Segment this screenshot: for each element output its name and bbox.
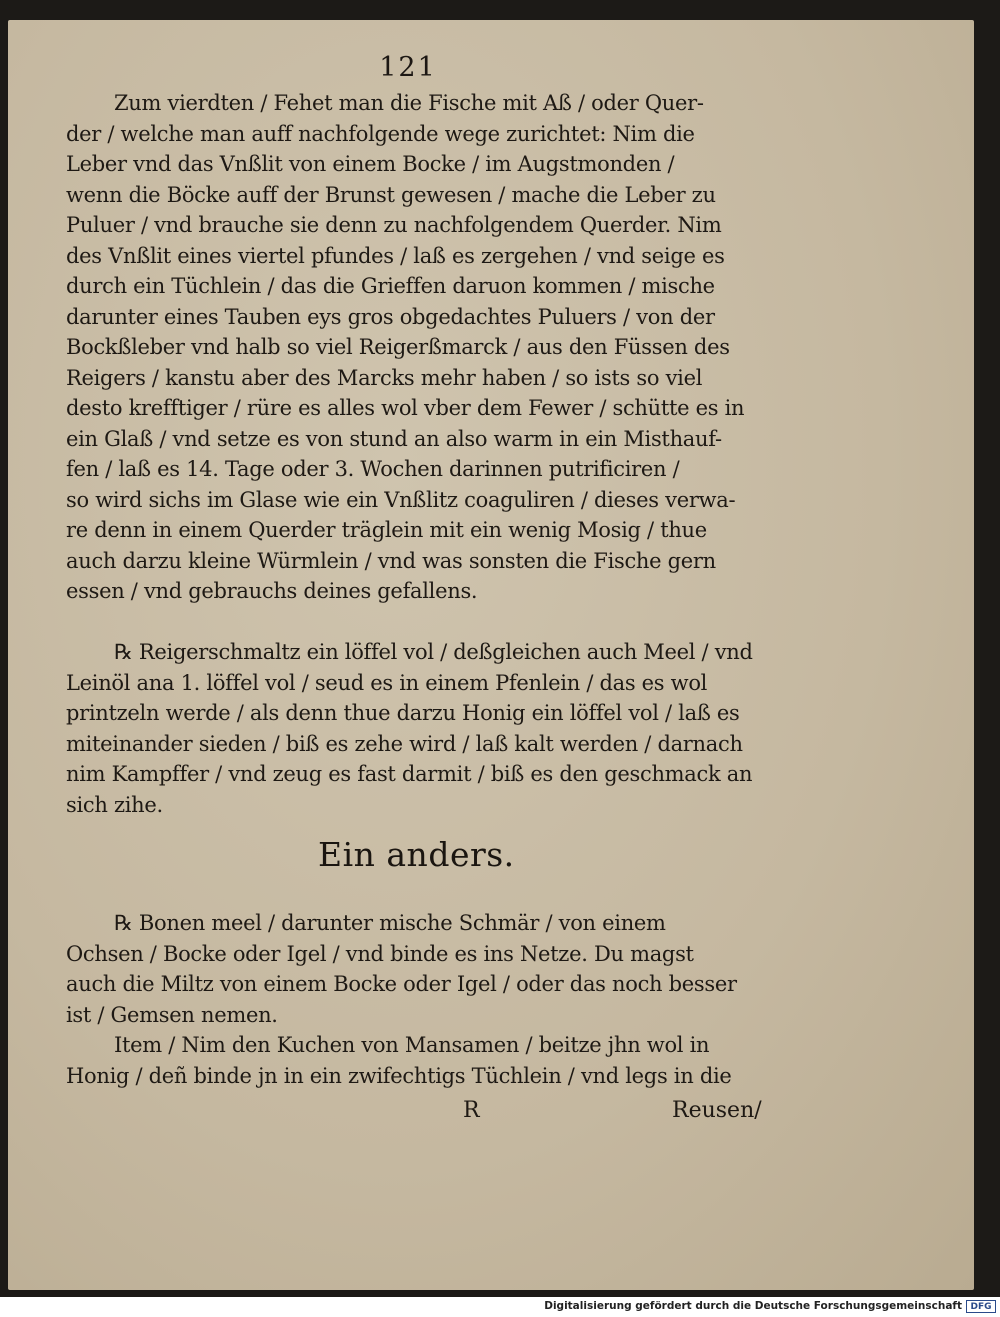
text-line: des Vnßlit eines viertel pfundes / laß es zergehen / vnd seige es: [66, 243, 725, 268]
text-line: auch darzu kleine Würmlein / vnd was sonsten die Fische gern: [66, 548, 716, 573]
text-line: printzeln werde / als denn thue darzu Honig ein löffel vol / laß es: [66, 701, 740, 725]
dfg-logo-icon[interactable]: DFG: [966, 1300, 996, 1313]
text-line: ein Glaß / vnd setze es von stund an also warm in ein Misthauf-: [66, 426, 722, 451]
text-line: Zum vierdten / Fehet man die Fische mit Aß / oder Quer-: [114, 91, 704, 115]
book-page: [8, 20, 974, 1290]
text-line: re denn in einem Querder träglein mit ein wenig Mosig / thue: [66, 518, 707, 542]
footer-credit: Digitalisierung gefördert durch die Deutsche Forschungsgemeinschaft: [544, 1300, 962, 1312]
text-line: sich zihe.: [66, 792, 163, 817]
catchword: Reusen/: [672, 1098, 762, 1123]
footer-bar: [0, 1297, 1000, 1317]
text-line: so wird sichs im Glase wie ein Vnßlitz coaguliren / dieses verwa-: [66, 487, 736, 512]
text-line: nim Kampffer / vnd zeug es fast darmit / biß es den geschmack an: [66, 762, 753, 786]
paragraph-2: [66, 637, 766, 820]
text-line: Puluer / vnd brauche sie denn zu nachfolgendem Querder. Nim: [66, 213, 722, 237]
text-line: wenn die Böcke auff der Brunst gewesen / mache die Leber zu: [66, 182, 716, 207]
text-line: Item / Nim den Kuchen von Mansamen / beitze jhn wol in: [114, 1033, 710, 1057]
text-line: fen / laß es 14. Tage oder 3. Wochen darinnen putrificiren /: [66, 457, 680, 481]
text-line: miteinander sieden / biß es zehe wird / laß kalt werden / darnach: [66, 731, 743, 756]
text-line: Bockßleber vnd halb so viel Reigerßmarck / aus den Füssen des: [66, 335, 730, 359]
text-line: darunter eines Tauben eys gros obgedachtes Puluers / von der: [66, 304, 715, 329]
text-line: durch ein Tüchlein / das die Grieffen daruon kommen / mische: [66, 274, 715, 298]
text-line: ℞ Reigerschmaltz ein löffel vol / deßgleichen auch Meel / vnd: [114, 640, 753, 664]
text-line: Ochsen / Bocke oder Igel / vnd binde es ins Netze. Du magst: [66, 941, 694, 966]
text-line: ℞ Bonen meel / darunter mische Schmär / von einem: [114, 911, 666, 935]
page-number: 121: [379, 52, 437, 83]
text-line: ist / Gemsen nemen.: [66, 1002, 278, 1027]
text-line: Reigers / kanstu aber des Marcks mehr haben / so ists so viel: [66, 365, 703, 390]
text-line: essen / vnd gebrauchs deines gefallens.: [66, 579, 478, 603]
text-line: der / welche man auff nachfolgende wege zurichtet: Nim die: [66, 121, 695, 146]
paragraph-3: [66, 908, 766, 1091]
text-line: Leber vnd das Vnßlit von einem Bocke / im Augstmonden /: [66, 152, 675, 176]
text-line: auch die Miltz von einem Bocke oder Igel / oder das noch besser: [66, 972, 737, 996]
signature-mark: R: [463, 1098, 480, 1123]
text-line: Leinöl ana 1. löffel vol / seud es in einem Pfenlein / das es wol: [66, 670, 708, 695]
text-line: Honig / deñ binde jn in ein zwifechtigs Tüchlein / vnd legs in die: [66, 1063, 732, 1088]
paragraph-1: [66, 88, 766, 607]
section-heading: Ein anders.: [318, 835, 515, 874]
text-line: desto krefftiger / rüre es alles wol vber dem Fewer / schütte es in: [66, 396, 745, 420]
